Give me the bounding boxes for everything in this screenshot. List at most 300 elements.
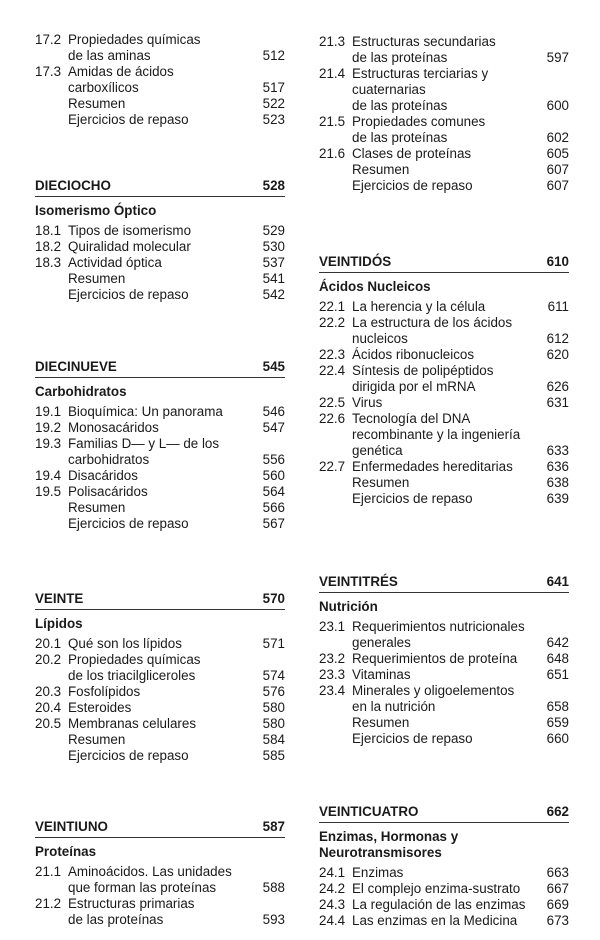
entry-title: Resumen — [352, 162, 410, 177]
chapter-title: VEINTITRÉS — [319, 574, 398, 589]
chapter-block — [319, 574, 569, 747]
section-number — [35, 732, 68, 748]
chapter-continuation — [35, 28, 285, 128]
entry-title: recombinante y la ingeniería — [352, 427, 521, 442]
entry-text — [352, 178, 569, 194]
toc-entry[interactable] — [319, 162, 569, 178]
page-number: 588 — [262, 880, 285, 895]
entry-line — [68, 287, 285, 303]
toc-entry[interactable] — [35, 700, 285, 716]
section-number: 21.3 — [319, 34, 346, 49]
toc-entry[interactable] — [319, 913, 569, 929]
entry-line — [68, 420, 285, 436]
section-number: 22.5 — [319, 395, 346, 410]
toc-entry[interactable] — [35, 500, 285, 516]
page-number: 600 — [546, 98, 569, 113]
entry-text — [68, 287, 285, 303]
entry-title: Resumen — [68, 732, 126, 747]
section-number: 18.2 — [35, 239, 62, 254]
chapter-title: DIECIOCHO — [35, 178, 111, 193]
chapter-subtitle: Enzimas, Hormonas y Neurotransmisores — [319, 829, 459, 860]
toc-entry[interactable] — [319, 34, 569, 66]
section-number: 22.3 — [319, 347, 346, 362]
entry-title: Quiralidad molecular — [68, 239, 191, 254]
entry-line — [68, 436, 285, 452]
entry-title: Vitaminas — [352, 667, 411, 682]
section-number: 19.1 — [35, 404, 62, 419]
entry-text — [352, 651, 569, 667]
entry-title: de las proteínas — [352, 98, 448, 113]
toc-entry[interactable] — [319, 315, 569, 347]
entry-title: carboxílicos — [68, 80, 139, 95]
page-number: 631 — [546, 395, 569, 410]
entry-text — [68, 636, 285, 652]
entry-line — [352, 379, 569, 395]
entry-line — [352, 299, 569, 315]
entry-text — [352, 347, 569, 363]
entry-title: La estructura de los ácidos — [352, 315, 513, 330]
section-number: 23.4 — [319, 683, 346, 698]
page-number: 593 — [262, 912, 285, 927]
toc-entry[interactable] — [319, 459, 569, 475]
chapter-block — [319, 804, 569, 929]
entry-line — [352, 50, 569, 66]
entry-text — [352, 114, 569, 146]
entry-line — [352, 395, 569, 411]
entry-text — [68, 64, 285, 96]
entry-title: en la nutrición — [352, 699, 436, 714]
chapter-subtitle: Lípidos — [35, 616, 83, 631]
entry-text — [352, 667, 569, 683]
section-number: 24.1 — [319, 865, 346, 880]
entry-title: Tecnología del DNA — [352, 411, 471, 426]
section-number: 20.4 — [35, 700, 62, 715]
entry-line — [352, 881, 569, 897]
section-number — [35, 96, 68, 112]
entry-title: La herencia y la célula — [352, 299, 486, 314]
toc-entry[interactable] — [319, 897, 569, 913]
entry-text — [68, 484, 285, 500]
entry-line — [352, 443, 569, 459]
page-number: 597 — [546, 50, 569, 65]
entry-line — [352, 731, 569, 747]
entry-title: Las enzimas en la Medicina — [352, 913, 518, 928]
toc-entry[interactable] — [35, 287, 285, 303]
page-number: 580 — [262, 700, 285, 715]
toc-entry[interactable] — [35, 636, 285, 652]
entry-text — [68, 255, 285, 271]
entry-title: La regulación de las enzimas — [352, 897, 526, 912]
page-number: 648 — [546, 651, 569, 666]
entry-title: Propiedades comunes — [352, 114, 486, 129]
section-number: 21.5 — [319, 114, 346, 129]
toc-entry[interactable] — [319, 881, 569, 897]
page-number: 620 — [546, 347, 569, 362]
toc-entry[interactable] — [319, 865, 569, 881]
entry-text — [352, 299, 569, 315]
chapter-page: 641 — [546, 574, 569, 589]
entry-title: nucleicos — [352, 331, 408, 346]
entry-text — [352, 66, 569, 114]
page-number: 567 — [262, 516, 285, 531]
toc-entry[interactable] — [35, 436, 285, 468]
entry-line — [352, 82, 569, 98]
entry-line — [68, 864, 285, 880]
entry-line — [352, 34, 569, 50]
toc-entry[interactable] — [35, 732, 285, 748]
page-number: 571 — [262, 636, 285, 651]
page-number: 542 — [262, 287, 285, 302]
page-number: 560 — [262, 468, 285, 483]
entry-title: Resumen — [68, 271, 126, 286]
page-number: 537 — [262, 255, 285, 270]
entry-title: Aminoácidos. Las unidades — [68, 864, 232, 879]
section-number: 22.4 — [319, 363, 346, 378]
entry-title: carbohidratos — [68, 452, 150, 467]
entry-text — [68, 748, 285, 764]
entry-title: Ejercicios de repaso — [68, 748, 189, 763]
entry-line — [68, 452, 285, 468]
entry-title: Estructuras terciarias y — [352, 66, 489, 81]
chapter-title: VEINTE — [35, 591, 84, 606]
entry-line — [352, 683, 569, 699]
entry-text — [352, 619, 569, 651]
toc-entry[interactable] — [319, 715, 569, 731]
entry-title: de las proteínas — [352, 130, 448, 145]
entry-text — [352, 897, 569, 913]
entry-line — [68, 32, 285, 48]
entry-line — [352, 475, 569, 491]
entry-title: Enfermedades hereditarias — [352, 459, 513, 474]
section-number: 19.4 — [35, 468, 62, 483]
page-number: 667 — [546, 881, 569, 896]
toc-entry[interactable] — [319, 395, 569, 411]
entry-title: Ejercicios de repaso — [68, 287, 189, 302]
entry-text — [352, 315, 569, 347]
page-number: 556 — [262, 452, 285, 467]
toc-entry[interactable] — [319, 731, 569, 747]
section-number — [319, 715, 352, 731]
chapter-page: 610 — [546, 254, 569, 269]
entry-title: generales — [352, 635, 411, 650]
section-number: 24.2 — [319, 881, 346, 896]
entry-title: El complejo enzima-sustrato — [352, 881, 521, 896]
section-number — [35, 271, 68, 287]
chapter-block — [35, 359, 285, 532]
section-number: 22.2 — [319, 315, 346, 330]
entry-list — [319, 299, 569, 507]
entry-line — [352, 363, 569, 379]
entry-line — [352, 315, 569, 331]
entry-list — [35, 864, 285, 928]
page-number: 584 — [262, 732, 285, 747]
entry-text — [352, 162, 569, 178]
toc-entry[interactable] — [35, 112, 285, 128]
toc-entry[interactable] — [35, 716, 285, 732]
entry-text — [68, 652, 285, 684]
chapter-continuation — [319, 30, 569, 194]
entry-list — [319, 865, 569, 929]
section-number: 19.3 — [35, 436, 62, 451]
entry-line — [352, 411, 569, 427]
entry-title: Bioquímica: Un panorama — [68, 404, 223, 419]
page-number: 636 — [546, 459, 569, 474]
entry-line — [352, 651, 569, 667]
chapter-heading — [35, 819, 285, 838]
entry-line — [352, 427, 569, 443]
section-number — [35, 112, 68, 128]
section-number: 23.3 — [319, 667, 346, 682]
entry-title: que forman las proteínas — [68, 880, 217, 895]
section-number: 20.2 — [35, 652, 62, 667]
toc-entry[interactable] — [319, 299, 569, 315]
section-number: 18.1 — [35, 223, 62, 238]
chapter-page: 570 — [262, 591, 285, 606]
entry-title: Membranas celulares — [68, 716, 197, 731]
section-number: 24.3 — [319, 897, 346, 912]
entry-text — [352, 475, 569, 491]
section-number: 21.4 — [319, 66, 346, 81]
toc-entry[interactable] — [319, 146, 569, 162]
toc-entry[interactable] — [35, 748, 285, 764]
section-number: 21.1 — [35, 864, 62, 879]
entry-list — [35, 32, 285, 128]
entry-line — [68, 684, 285, 700]
chapter-title: VEINTIDÓS — [319, 254, 392, 269]
entry-line — [352, 865, 569, 881]
entry-text — [68, 112, 285, 128]
entry-title: Propiedades químicas — [68, 32, 201, 47]
section-number — [35, 287, 68, 303]
entry-text — [68, 716, 285, 732]
entry-line — [68, 239, 285, 255]
entry-title: de las aminas — [68, 48, 151, 63]
entry-text — [68, 239, 285, 255]
entry-text — [68, 223, 285, 239]
entry-line — [68, 468, 285, 484]
page-number: 639 — [546, 491, 569, 506]
toc-entry[interactable] — [319, 491, 569, 507]
toc-entry[interactable] — [319, 411, 569, 459]
chapter-block — [35, 819, 285, 928]
entry-line — [352, 491, 569, 507]
entry-text — [68, 500, 285, 516]
section-number: 22.7 — [319, 459, 346, 474]
entry-line — [352, 635, 569, 651]
page-number: 658 — [546, 699, 569, 714]
entry-list — [319, 34, 569, 194]
entry-text — [352, 363, 569, 395]
entry-line — [68, 271, 285, 287]
chapter-subtitle: Ácidos Nucleicos — [319, 279, 431, 294]
toc-entry[interactable] — [319, 114, 569, 146]
toc-entry[interactable] — [319, 178, 569, 194]
entry-title: dirigida por el mRNA — [352, 379, 476, 394]
toc-entry[interactable] — [319, 66, 569, 114]
toc-entry[interactable] — [35, 516, 285, 532]
entry-title: Actividad óptica — [68, 255, 162, 270]
chapter-page: 528 — [262, 178, 285, 193]
entry-line — [68, 484, 285, 500]
entry-line — [352, 347, 569, 363]
entry-line — [352, 114, 569, 130]
chapter-subtitle: Isomerismo Óptico — [35, 203, 157, 218]
section-number — [35, 516, 68, 532]
entry-title: Resumen — [352, 715, 410, 730]
toc-entry[interactable] — [35, 864, 285, 896]
entry-text — [352, 395, 569, 411]
toc-entry[interactable] — [35, 239, 285, 255]
chapter-subtitle: Carbohidratos — [35, 384, 127, 399]
entry-text — [352, 459, 569, 475]
toc-entry[interactable] — [35, 271, 285, 287]
entry-text — [68, 516, 285, 532]
toc-entry[interactable] — [35, 684, 285, 700]
entry-title: genética — [352, 443, 403, 458]
page-number: 566 — [262, 500, 285, 515]
entry-title: Resumen — [68, 96, 126, 111]
toc-entry[interactable] — [35, 32, 285, 64]
entry-text — [352, 881, 569, 897]
page-number: 564 — [262, 484, 285, 499]
entry-text — [68, 732, 285, 748]
chapter-heading — [319, 804, 569, 823]
entry-title: Ejercicios de repaso — [352, 731, 473, 746]
entry-title: Síntesis de polipéptidos — [352, 363, 494, 378]
toc-entry[interactable] — [35, 652, 285, 684]
entry-title: cuaternarias — [352, 82, 426, 97]
entry-title: Monosacáridos — [68, 420, 159, 435]
toc-entry[interactable] — [35, 420, 285, 436]
page-number: 547 — [262, 420, 285, 435]
entry-title: Disacáridos — [68, 468, 138, 483]
entry-line — [68, 896, 285, 912]
toc-entry[interactable] — [319, 651, 569, 667]
chapter-heading — [319, 254, 569, 273]
entry-line — [68, 223, 285, 239]
entry-title: Qué son los lípidos — [68, 636, 182, 651]
page-number: 530 — [262, 239, 285, 254]
entry-line — [68, 880, 285, 896]
entry-line — [352, 130, 569, 146]
section-number: 20.1 — [35, 636, 62, 651]
toc-entry[interactable] — [319, 363, 569, 395]
section-number — [319, 491, 352, 507]
entry-title: de las proteínas — [352, 50, 448, 65]
entry-line — [352, 667, 569, 683]
entry-line — [68, 716, 285, 732]
section-number — [35, 748, 68, 764]
entry-text — [68, 420, 285, 436]
section-number: 19.5 — [35, 484, 62, 499]
entry-text — [352, 491, 569, 507]
chapter-heading — [35, 178, 285, 197]
entry-line — [352, 98, 569, 114]
entry-text — [68, 32, 285, 64]
toc-entry[interactable] — [319, 347, 569, 363]
entry-text — [68, 896, 285, 928]
entry-line — [352, 162, 569, 178]
toc-entry[interactable] — [319, 683, 569, 715]
entry-title: Ácidos ribonucleicos — [352, 347, 475, 362]
chapter-heading — [319, 574, 569, 593]
section-number: 20.3 — [35, 684, 62, 699]
entry-title: Ejercicios de repaso — [68, 516, 189, 531]
page-number: 529 — [262, 223, 285, 238]
section-number — [319, 475, 352, 491]
entry-line — [68, 404, 285, 420]
toc-entry[interactable] — [35, 255, 285, 271]
entry-title: Polisacáridos — [68, 484, 148, 499]
entry-title: Requerimientos nutricionales — [352, 619, 525, 634]
section-number: 22.6 — [319, 411, 346, 426]
section-number: 22.1 — [319, 299, 346, 314]
section-number — [319, 731, 352, 747]
entry-text — [352, 865, 569, 881]
page-number: 522 — [262, 96, 285, 111]
entry-line — [68, 652, 285, 668]
page-number: 673 — [546, 913, 569, 928]
toc-entry[interactable] — [35, 468, 285, 484]
toc-entry[interactable] — [319, 619, 569, 651]
page-number: 638 — [546, 475, 569, 490]
entry-line — [352, 66, 569, 82]
entry-line — [68, 668, 285, 684]
section-number: 24.4 — [319, 913, 346, 928]
section-number: 21.2 — [35, 896, 62, 911]
entry-line — [352, 619, 569, 635]
page-number: 663 — [546, 865, 569, 880]
toc-entry[interactable] — [35, 64, 285, 96]
section-number: 23.1 — [319, 619, 346, 634]
chapter-page: 587 — [262, 819, 285, 834]
entry-title: Ejercicios de repaso — [352, 178, 473, 193]
toc-entry[interactable] — [35, 96, 285, 112]
entry-line — [68, 80, 285, 96]
entry-line — [68, 96, 285, 112]
entry-line — [352, 897, 569, 913]
toc-entry[interactable] — [35, 484, 285, 500]
page-number: 602 — [546, 130, 569, 145]
page-number: 546 — [262, 404, 285, 419]
section-number: 17.3 — [35, 64, 62, 79]
entry-title: Resumen — [352, 475, 410, 490]
section-number — [319, 162, 352, 178]
section-number: 20.5 — [35, 716, 62, 731]
page-number: 517 — [262, 80, 285, 95]
toc-entry[interactable] — [319, 667, 569, 683]
entry-text — [68, 700, 285, 716]
entry-title: de las proteínas — [68, 912, 164, 927]
chapter-page: 545 — [262, 359, 285, 374]
entry-line — [68, 500, 285, 516]
toc-entry[interactable] — [35, 223, 285, 239]
chapter-subtitle: Proteínas — [35, 844, 97, 859]
entry-title: de los triacilgliceroles — [68, 668, 196, 683]
chapter-block — [35, 591, 285, 764]
toc-entry[interactable] — [35, 896, 285, 928]
entry-title: Tipos de isomerismo — [68, 223, 192, 238]
page-number: 605 — [546, 146, 569, 161]
chapter-heading — [35, 591, 285, 610]
entry-text — [352, 715, 569, 731]
entry-line — [68, 636, 285, 652]
entry-title: Fosfolípidos — [68, 684, 141, 699]
entry-text — [352, 683, 569, 715]
entry-line — [68, 912, 285, 928]
toc-entry[interactable] — [319, 475, 569, 491]
toc-entry[interactable] — [35, 404, 285, 420]
